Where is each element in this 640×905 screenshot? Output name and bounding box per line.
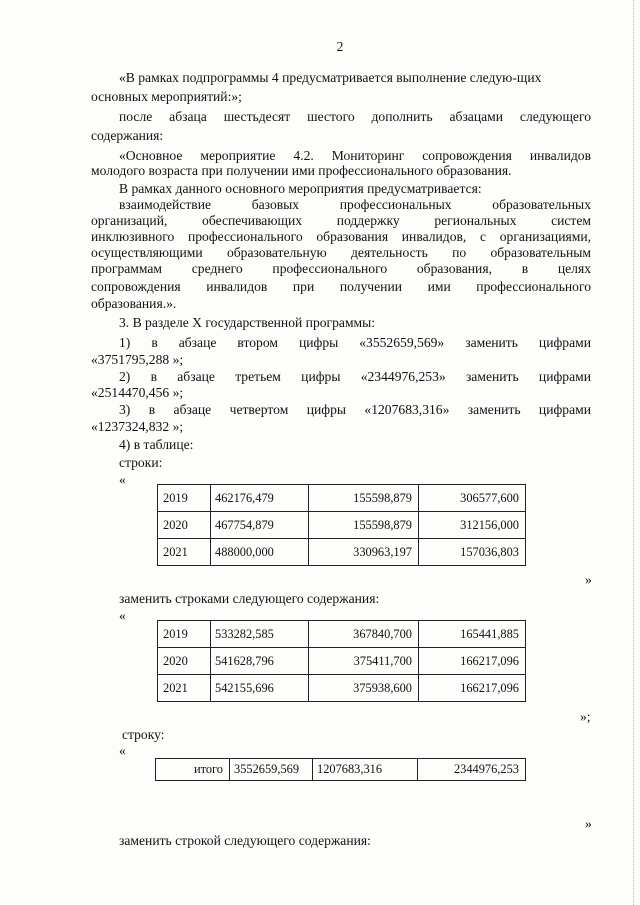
- value-cell: 1207683,316: [313, 759, 418, 781]
- closing-quote: »: [585, 572, 592, 587]
- value-cell: 155598,879: [309, 512, 419, 539]
- value-cell: 375938,600: [309, 675, 419, 702]
- page-edge: [632, 0, 634, 905]
- value-cell: 165441,885: [419, 621, 526, 648]
- text-line: 1) в абзаце втором цифры «3552659,569» заменить цифрами: [119, 335, 591, 350]
- value-cell: 312156,000: [419, 512, 526, 539]
- text-line: программам среднего профессионального образования, в целях: [91, 261, 591, 276]
- closing-quote: »;: [580, 709, 591, 724]
- value-cell: 541628,796: [211, 648, 309, 675]
- table-row: [158, 539, 526, 566]
- year-cell: 2019: [158, 485, 211, 512]
- text-line: 3. В разделе X государственной программы:: [119, 315, 376, 330]
- value-cell: 166217,096: [419, 675, 526, 702]
- text-line: В рамках данного основного мероприятия предусматривается:: [119, 181, 482, 196]
- table-row: [158, 648, 526, 675]
- value-cell: 3552659,569: [230, 759, 313, 781]
- table-old-rows: [157, 484, 526, 566]
- text-line: организаций, обеспечивающих поддержку региональных систем: [91, 213, 591, 228]
- table-row: [158, 621, 526, 648]
- table-row: [158, 675, 526, 702]
- text-line: сопровождения инвалидов при получении ими профессионального: [91, 279, 591, 294]
- opening-quote: «: [119, 608, 126, 623]
- value-cell: 367840,700: [309, 621, 419, 648]
- value-cell: 330963,197: [309, 539, 419, 566]
- year-cell: 2020: [158, 648, 211, 675]
- text-line: «В рамках подпрограммы 4 предусматривается выполнение следую-щих: [119, 70, 542, 85]
- text-line: «1237324,832 »;: [91, 419, 184, 434]
- opening-quote: «: [119, 472, 126, 487]
- table-new-rows: [157, 620, 526, 702]
- table-total-row: [155, 758, 526, 781]
- closing-quote: »: [585, 816, 592, 831]
- value-cell: 166217,096: [419, 648, 526, 675]
- text-line: строки:: [119, 455, 163, 470]
- value-cell: 488000,000: [211, 539, 309, 566]
- table-row: [156, 759, 526, 781]
- page-number: 2: [336, 39, 344, 54]
- text-line: молодого возраста при получении ими профессионального образования.: [91, 163, 512, 178]
- year-cell: 2021: [158, 539, 211, 566]
- table-row: [158, 485, 526, 512]
- text-line: осуществляющими образовательную деятельность по образовательным: [91, 245, 591, 260]
- text-line: заменить строкой следующего содержания:: [119, 833, 371, 848]
- value-cell: 306577,600: [419, 485, 526, 512]
- text-line: взаимодействие базовых профессиональных образовательных: [119, 197, 591, 212]
- table-row: [158, 512, 526, 539]
- text-line: после абзаца шестьдесят шестого дополнить абзацами следующего: [119, 109, 591, 124]
- text-line: 3) в абзаце четвертом цифры «1207683,316» заменить цифрами: [119, 402, 591, 417]
- value-cell: 157036,803: [419, 539, 526, 566]
- text-line: «3751795,288 »;: [91, 352, 184, 367]
- text-line: инклюзивного профессионального образования инвалидов, с организациями,: [91, 229, 591, 244]
- value-cell: 467754,879: [211, 512, 309, 539]
- year-cell: 2020: [158, 512, 211, 539]
- year-cell: 2019: [158, 621, 211, 648]
- year-cell: 2021: [158, 675, 211, 702]
- value-cell: 2344976,253: [418, 759, 526, 781]
- text-line: содержания:: [91, 128, 164, 143]
- value-cell: 155598,879: [309, 485, 419, 512]
- text-line: строку:: [122, 727, 165, 742]
- value-cell: 542155,696: [211, 675, 309, 702]
- text-line: 4) в таблице:: [119, 437, 194, 452]
- text-line: образования.».: [91, 296, 177, 311]
- text-line: «Основное мероприятие 4.2. Мониторинг сопровождения инвалидов: [119, 148, 591, 163]
- opening-quote: «: [119, 743, 126, 758]
- text-line: «2514470,456 »;: [91, 385, 184, 400]
- value-cell: 533282,585: [211, 621, 309, 648]
- text-line: основных мероприятий:»;: [91, 89, 242, 104]
- value-cell: 375411,700: [309, 648, 419, 675]
- text-line: 2) в абзаце третьем цифры «2344976,253» заменить цифрами: [119, 369, 591, 384]
- text-line: заменить строками следующего содержания:: [119, 591, 380, 606]
- total-label-cell: итого: [156, 759, 230, 781]
- value-cell: 462176,479: [211, 485, 309, 512]
